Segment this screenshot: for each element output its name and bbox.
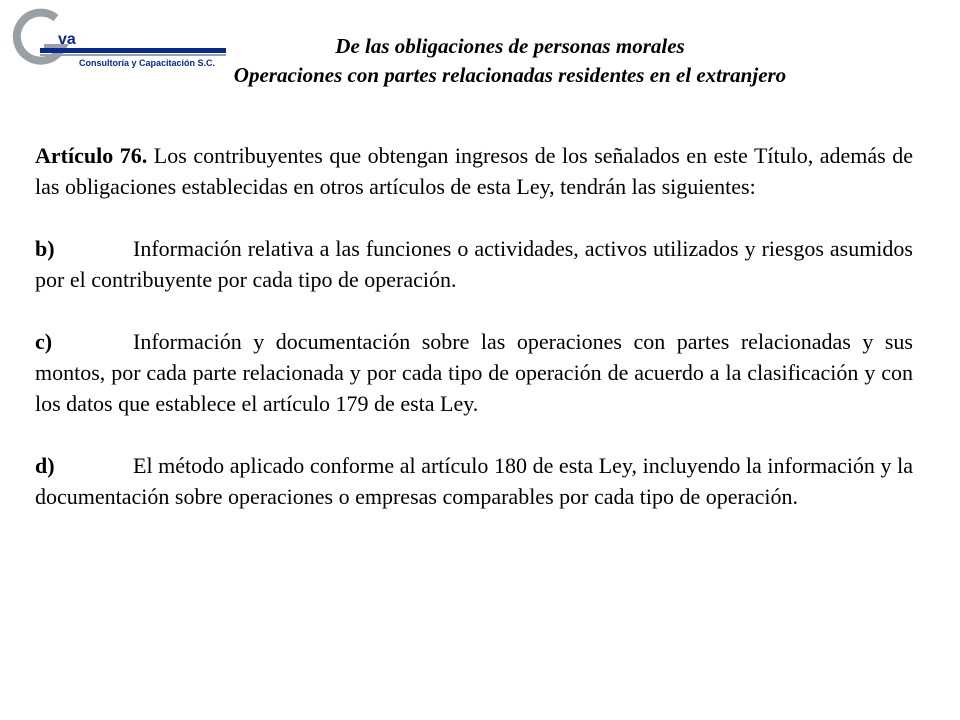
list-item — [35, 233, 913, 295]
article-intro-text: Los contribuyentes que obtengan ingresos de los señalados en este Título, además de las obligaciones establecidas en otros artículos de esta Ley, tendrán las siguientes: — [35, 143, 914, 199]
item-text: El método aplicado conforme al artículo 180 de esta Ley, incluyendo la información y la documentación sobre operaciones o empresas comparables por cada tipo de operación. — [35, 453, 913, 509]
article-intro — [35, 140, 913, 202]
item-label: b) — [35, 236, 55, 261]
slide-title — [150, 36, 870, 86]
logo-letters: va — [58, 31, 76, 48]
item-label: d) — [35, 453, 55, 478]
article-heading: Artículo 76. — [35, 143, 148, 168]
item-text: Información y documentación sobre las operaciones con partes relacionadas y sus montos, por cada parte relacionada y por cada tipo de operación de acuerdo a la clasificación y con los datos que establece el artículo 179 de esta Ley. — [35, 329, 913, 416]
item-text: Información relativa a las funciones o actividades, activos utilizados y riesgos asumidos por el contribuyente por cada tipo de operación. — [35, 236, 913, 292]
list-item — [35, 326, 913, 419]
article-body — [35, 140, 913, 543]
logo-tagline: Consultoría y Capacitación S.C. — [79, 58, 216, 68]
title-line-2: Operaciones con partes relacionadas residentes en el extranjero — [233, 63, 787, 87]
item-label: c) — [35, 329, 53, 354]
list-item — [35, 450, 913, 512]
title-line-1: De las obligaciones de personas morales — [335, 34, 685, 58]
